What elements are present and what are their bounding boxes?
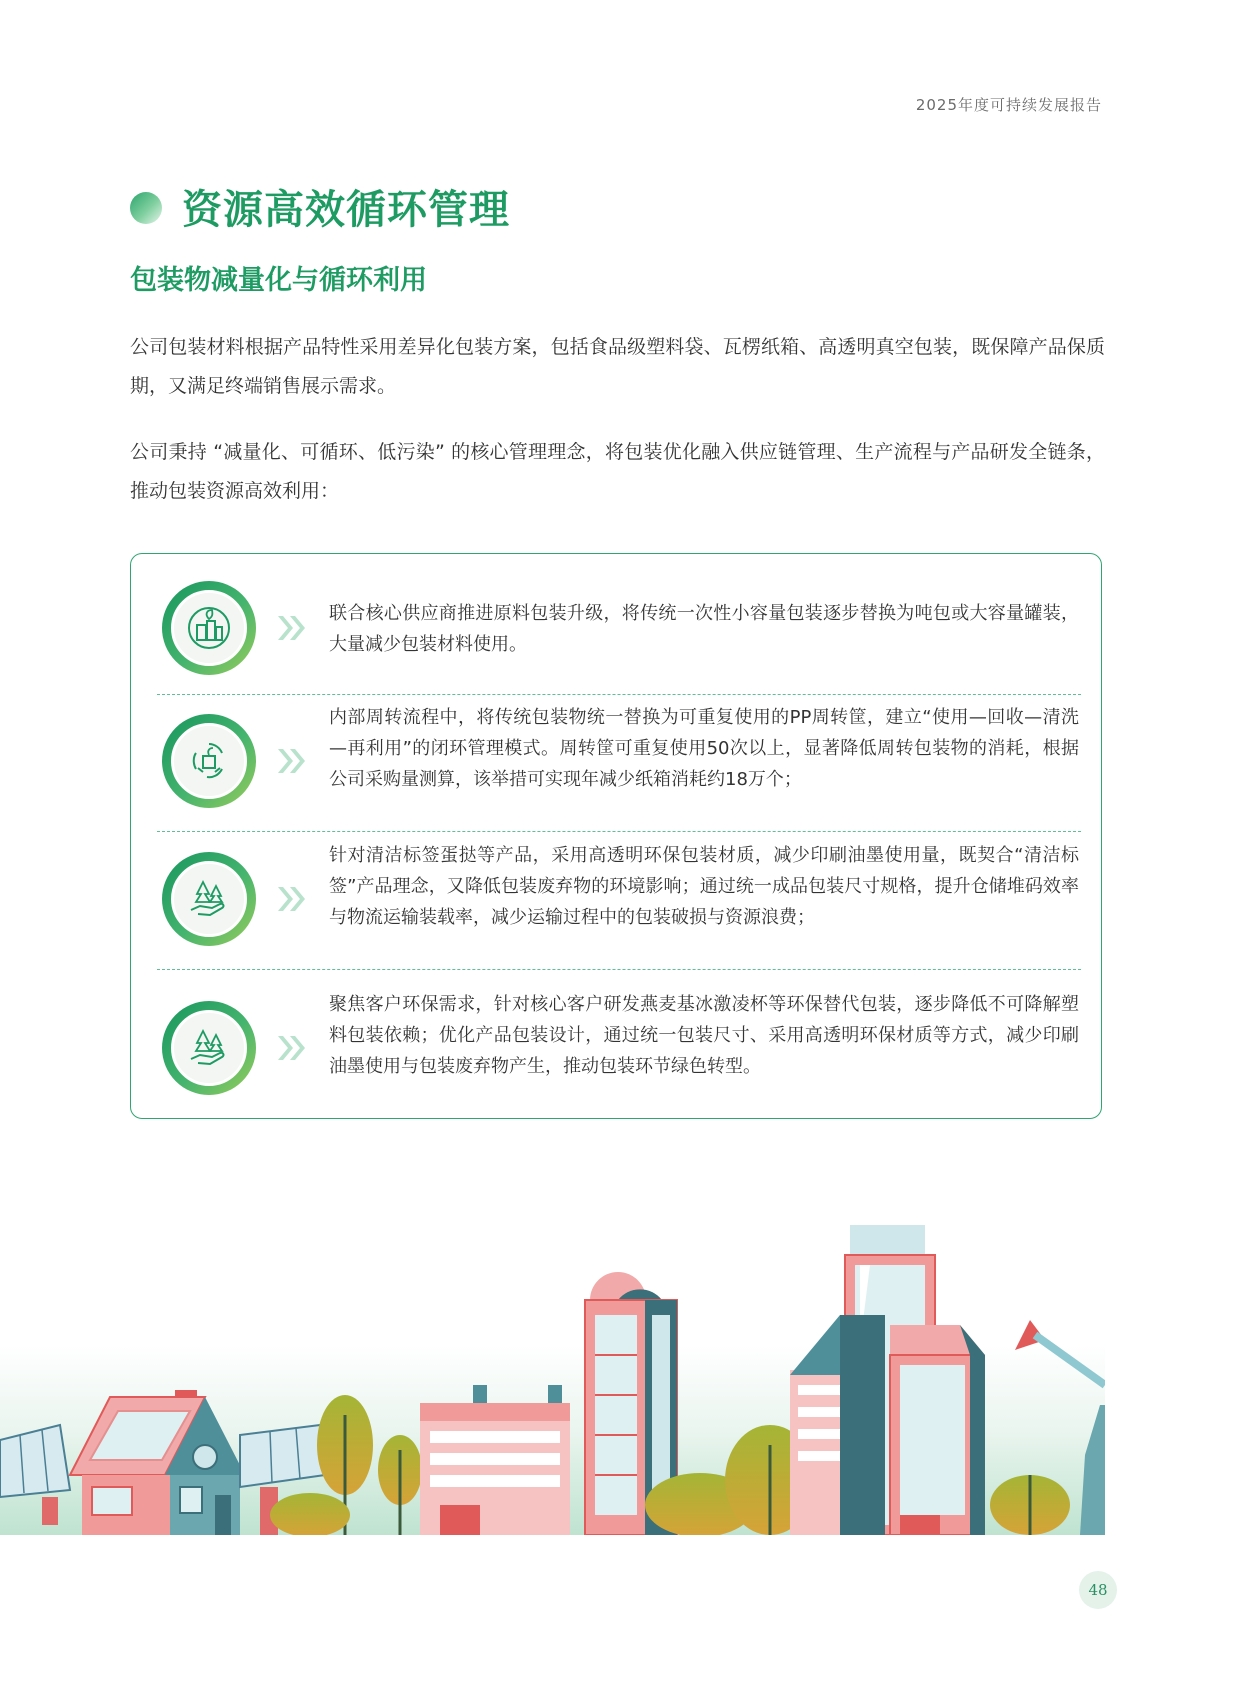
measure-text: 聚焦客户环保需求，针对核心客户研发燕麦基冰激凌杯等环保替代包装，逐步降低不可降解塑料包装依赖；优化产品包装设计，通过统一包装尺寸、采用高透明环保材质等方式，减少印刷油墨使用与包装废弃物产生，推动包装环节绿色转型。 [329, 994, 1079, 1077]
measure-text: 针对清洁标签蛋挞等产品，采用高透明环保包装材质，减少印刷油墨使用量，既契合“清洁标签”产品理念，又降低包装废弃物的环境影响；通过统一成品包装尺寸规格，提升仓储堆码效率与物流运输装载率，减少运输过程中的包装破损与资源浪费； [329, 845, 1079, 928]
subsection-title: 包装物减量化与循环利用 [130, 265, 427, 296]
chevron-double-right-icon [276, 614, 308, 642]
paragraph-packaging-materials: 公司包装材料根据产品特性采用差异化包装方案，包括食品级塑料袋、瓦楞纸箱、高透明真空包装，既保障产品保质期，又满足终端销售展示需求。 [130, 336, 1105, 397]
city-illustration [0, 1225, 1105, 1535]
section-bullet-icon [130, 192, 162, 224]
chevron-double-right-icon [276, 747, 308, 775]
dashed-divider [157, 831, 1081, 832]
measure-icon-badge [162, 852, 256, 946]
recycle-hands-icon [186, 738, 232, 784]
hand-trees-icon [186, 1025, 232, 1071]
measure-icon-badge [162, 714, 256, 808]
chevron-double-right-icon [276, 885, 308, 913]
measure-icon-badge [162, 581, 256, 675]
chevron-double-right-icon [276, 1034, 308, 1062]
paragraph-management-concept: 公司秉持 “减量化、可循环、低污染” 的核心管理理念，将包装优化融入供应链管理、生产流程与产品研发全链条，推动包装资源高效利用： [130, 441, 1105, 502]
measure-text: 联合核心供应商推进原料包装升级，将传统一次性小容量包装逐步替换为吨包或大容量罐装，大量减少包装材料使用。 [329, 603, 1079, 655]
dashed-divider [157, 969, 1081, 970]
eco-building-icon [186, 605, 232, 651]
measures-box [130, 553, 1102, 1119]
measure-icon-badge [162, 1001, 256, 1095]
measure-text: 内部周转流程中，将传统包装物统一替换为可重复使用的PP周转筐，建立“使用—回收—清洗—再利用”的闭环管理模式。周转筐可重复使用50次以上，显著降低周转包装物的消耗，根据公司采购量测算，该举措可实现年减少纸箱消耗约18万个； [329, 707, 1079, 790]
dashed-divider [157, 694, 1081, 695]
page-number: 48 [1079, 1571, 1117, 1609]
hand-trees-icon [186, 876, 232, 922]
section-title: 资源高效循环管理 [182, 187, 510, 233]
report-title: 2025年度可持续发展报告 [915, 96, 1102, 114]
